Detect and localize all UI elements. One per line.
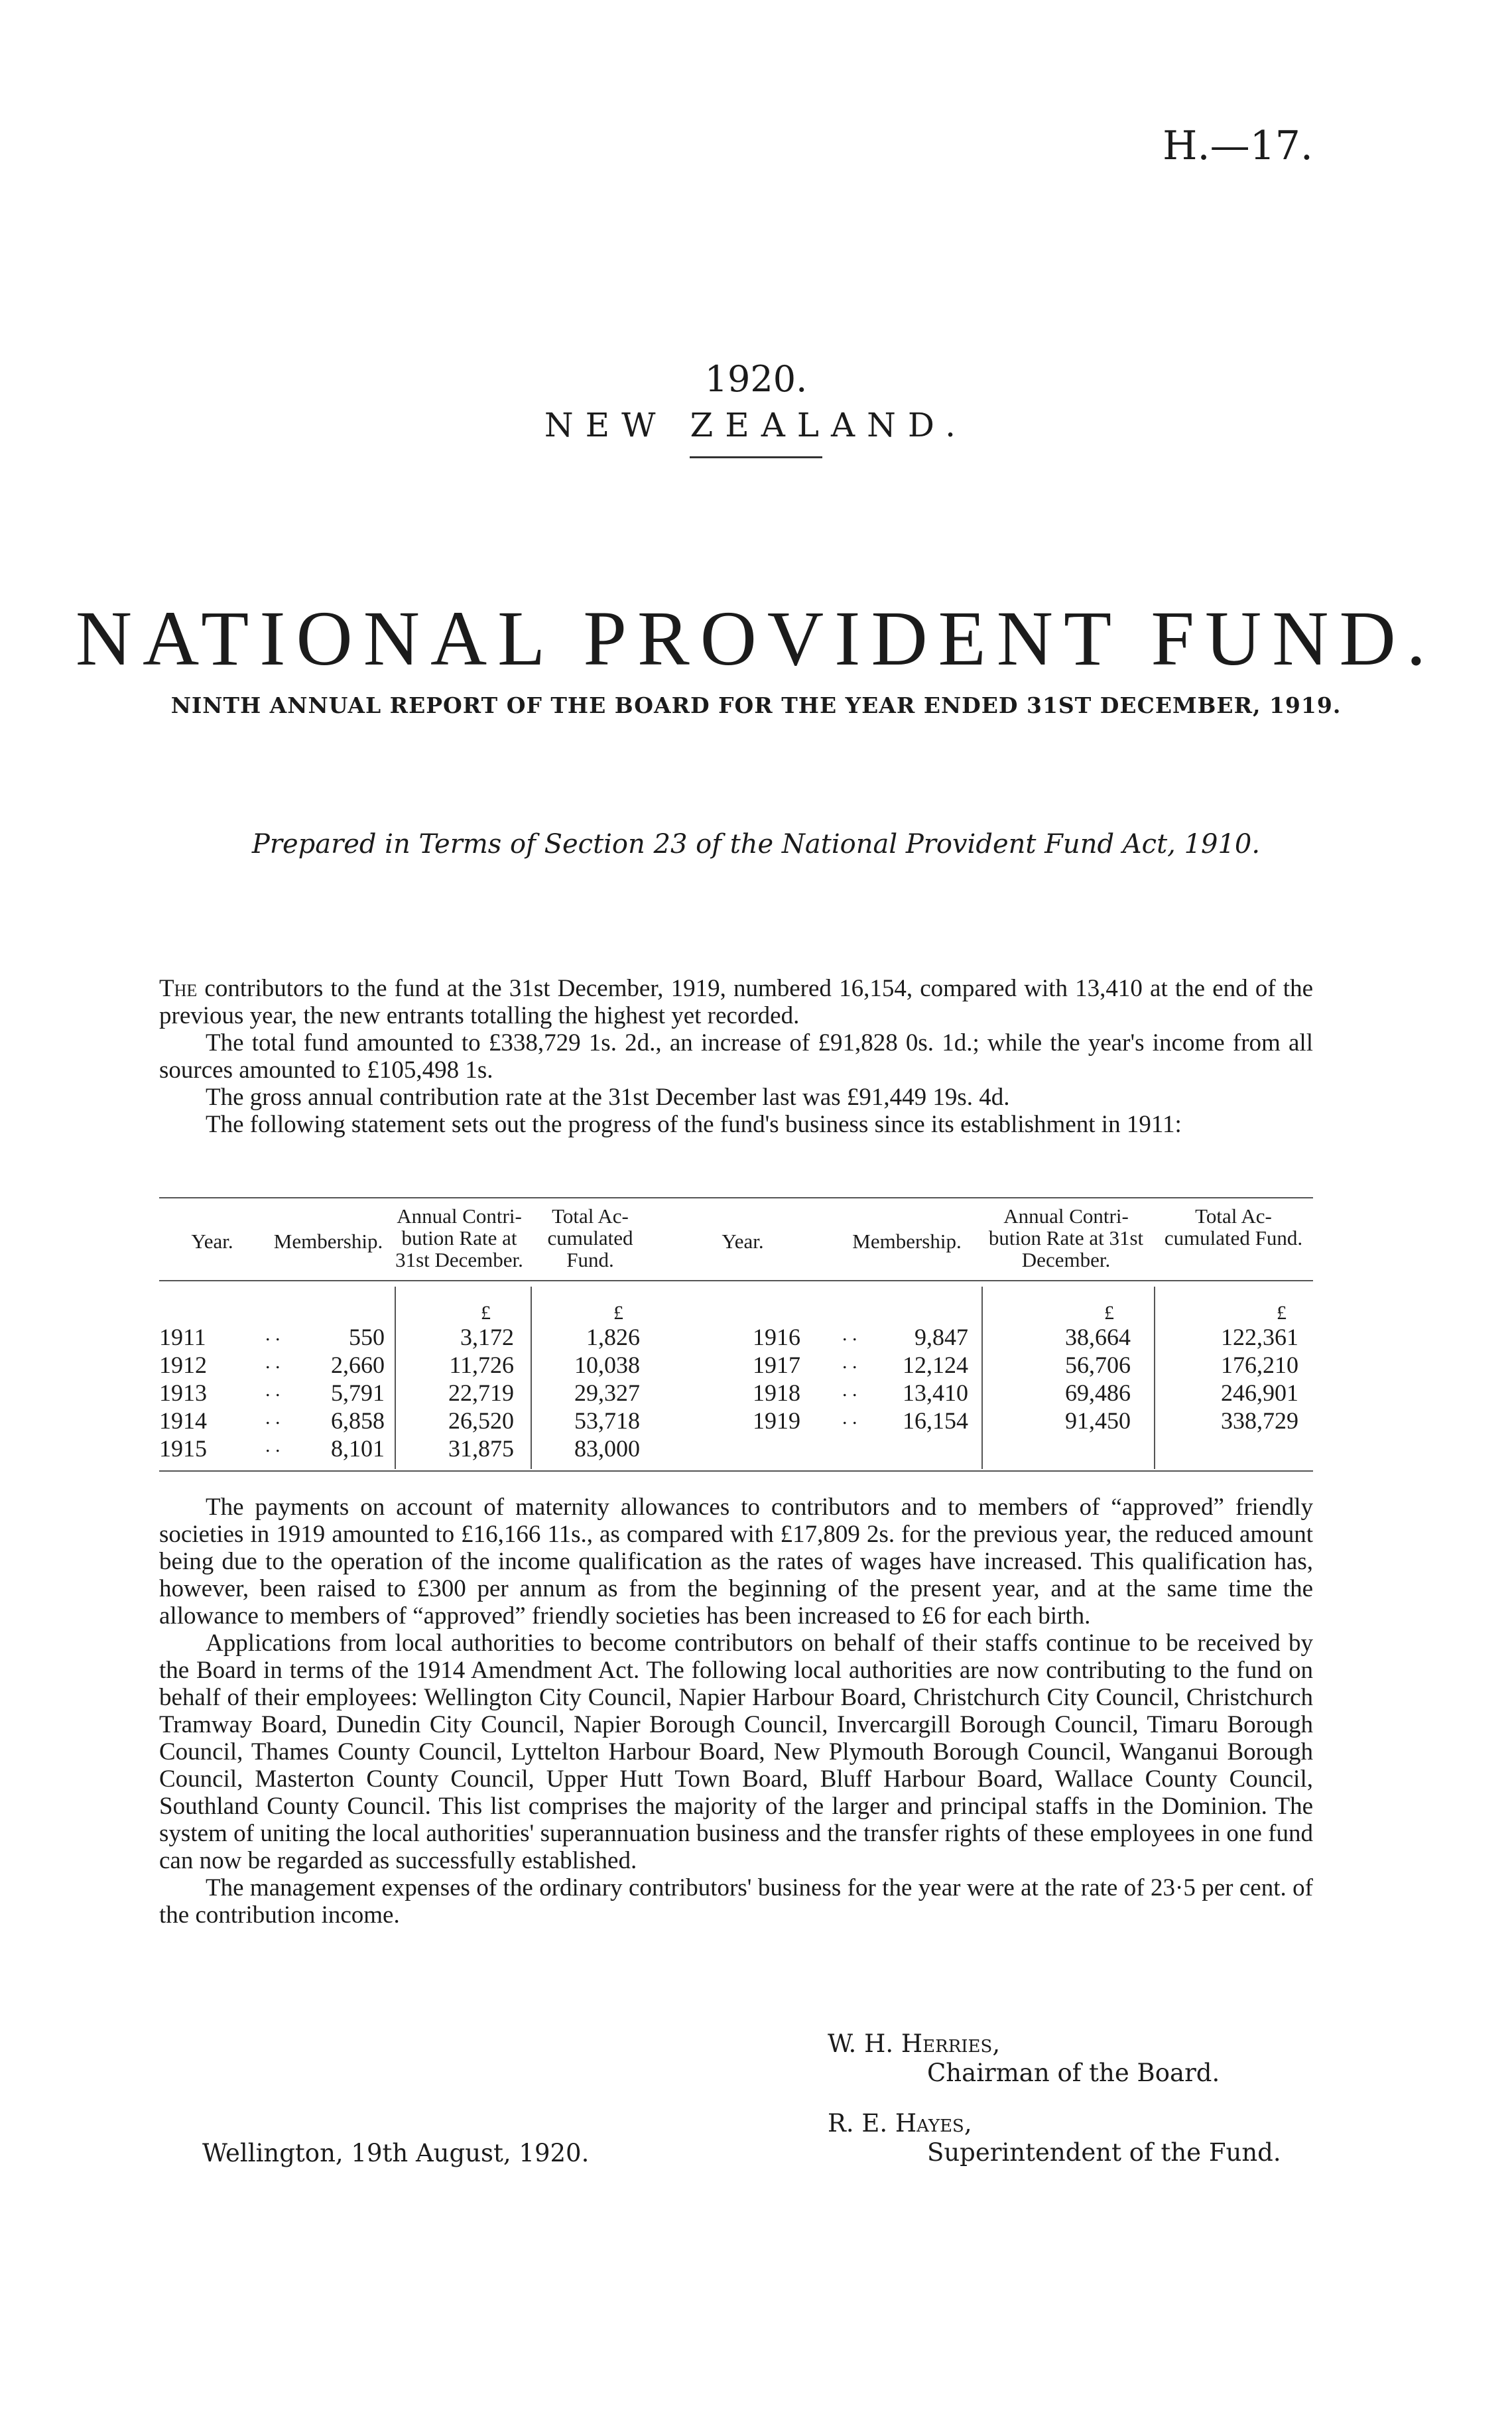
leader-dots: . . <box>842 1323 857 1345</box>
leader-dots: . . <box>265 1351 281 1373</box>
row-membership: 16,154 <box>903 1407 968 1434</box>
prepared-statement: Prepared in Terms of Section 23 of the National Provident Fund Act, 1910. <box>251 829 1261 860</box>
header-rate-right: Annual Contri- bution Rate at 31st December. <box>988 1204 1144 1271</box>
paragraph-maternity: The payments on account of maternity allowances to contributors and to members of “approved” friendly societies in 1919 amounted to £16,166 11s., as compared with £17,809 2s. for the previous year, the reduced amount being due to the operation of the income qualification as the rates of wages have increased. This qualification has, however, been raised to £300 per annum as from the beginning of the present year, and at the same time the allowance to members of “approved” friendly societies has been increased to £6 for each birth. <box>159 1494 1313 1630</box>
paragraph-total-fund: The total fund amounted to £338,729 1s. 2d., an increase of £91,828 0s. 1d.; while the year's income from all sources amounted to £105,498 1s. <box>159 1029 1313 1084</box>
page-reference: H.—17. <box>1163 123 1313 169</box>
row-rate: 56,706 <box>1065 1352 1131 1378</box>
pound-sign: £ <box>613 1302 623 1324</box>
header-fund-left: Total Ac- cumulated Fund. <box>547 1204 633 1271</box>
row-fund: 246,901 <box>1221 1379 1298 1406</box>
row-fund: 1,826 <box>586 1324 640 1350</box>
table-top-rule <box>159 1197 1313 1198</box>
row-year: 1914 <box>159 1407 207 1434</box>
leader-dots: . . <box>842 1351 857 1373</box>
row-membership: 9,847 <box>914 1324 968 1350</box>
table-bottom-rule <box>159 1470 1313 1472</box>
lead-word: The <box>159 975 198 1002</box>
row-year: 1911 <box>159 1324 206 1350</box>
row-fund: 122,361 <box>1221 1324 1298 1350</box>
row-rate: 3,172 <box>460 1324 514 1350</box>
row-fund: 338,729 <box>1221 1407 1298 1434</box>
closing-paragraphs <box>159 1494 1313 1929</box>
signatory-title: Chairman of the Board. <box>927 2059 1220 2087</box>
document-subtitle: NINTH ANNUAL REPORT OF THE BOARD FOR THE YEAR ENDED 31ST DECEMBER, 1919. <box>170 692 1342 718</box>
signatory-name: W. H. Herries, <box>828 2029 1001 2058</box>
pound-sign: £ <box>1277 1302 1287 1324</box>
row-rate: 31,875 <box>448 1435 514 1462</box>
header-year-right: Year. <box>722 1230 764 1253</box>
row-rate: 26,520 <box>448 1407 514 1434</box>
place-and-date: Wellington, 19th August, 1920. <box>202 2139 590 2167</box>
row-rate: 91,450 <box>1065 1407 1131 1434</box>
paragraph-expenses: The management expenses of the ordinary contributors' business for the year were at the rate of 23·5 per cent. of the contribution income. <box>159 1874 1313 1929</box>
intro-paragraphs <box>159 975 1313 1138</box>
row-fund: 83,000 <box>574 1435 640 1462</box>
row-year: 1913 <box>159 1379 207 1406</box>
row-year: 1919 <box>753 1407 800 1434</box>
heading-rule <box>690 456 822 458</box>
row-membership: 6,858 <box>331 1407 385 1434</box>
signatory-name: R. E. Hayes, <box>828 2109 972 2138</box>
leader-dots: . . <box>842 1407 857 1429</box>
row-year: 1916 <box>753 1324 800 1350</box>
row-fund: 176,210 <box>1221 1352 1298 1378</box>
row-membership: 550 <box>349 1324 385 1350</box>
paragraph-contributors <box>159 975 1313 1029</box>
header-membership-left: Membership. <box>273 1230 383 1253</box>
header-membership-right: Membership. <box>852 1230 962 1253</box>
row-rate: 22,719 <box>448 1379 514 1406</box>
row-rate: 38,664 <box>1065 1324 1131 1350</box>
paragraph-1-text: contributors to the fund at the 31st December, 1919, numbered 16,154, compared with 13,410 at the end of the previous year, the new entrants totalling the highest yet recorded. <box>159 975 1313 1029</box>
row-membership: 5,791 <box>331 1379 385 1406</box>
leader-dots: . . <box>842 1379 857 1401</box>
document-title: NATIONAL PROVIDENT FUND. <box>75 595 1437 682</box>
signatory-title: Superintendent of the Fund. <box>927 2138 1281 2167</box>
row-rate: 11,726 <box>449 1352 514 1378</box>
signature-superintendent <box>828 2109 1281 2167</box>
row-membership: 12,124 <box>903 1352 968 1378</box>
country-heading: NEW ZEALAND. <box>544 406 968 444</box>
leader-dots: . . <box>265 1407 281 1429</box>
pound-sign: £ <box>481 1302 491 1324</box>
pound-sign: £ <box>1104 1302 1114 1324</box>
table-header-rule <box>159 1280 1313 1281</box>
paragraph-statement-intro: The following statement sets out the progress of the fund's business since its establishment in 1911: <box>206 1111 1182 1138</box>
progress-table <box>159 1197 1313 1476</box>
row-year: 1917 <box>753 1352 800 1378</box>
leader-dots: . . <box>265 1435 281 1456</box>
row-rate: 69,486 <box>1065 1379 1131 1406</box>
row-membership: 2,660 <box>331 1352 385 1378</box>
row-membership: 8,101 <box>331 1435 385 1462</box>
document-year: 1920. <box>704 358 808 400</box>
row-fund: 29,327 <box>574 1379 640 1406</box>
row-membership: 13,410 <box>903 1379 968 1406</box>
row-year: 1912 <box>159 1352 207 1378</box>
paragraph-contribution-rate: The gross annual contribution rate at the 31st December last was £91,449 19s. 4d. <box>206 1084 1010 1111</box>
header-year-left: Year. <box>191 1230 233 1253</box>
paragraph-local-authorities: Applications from local authorities to become contributors on behalf of their staffs continue to be received by the Board in terms of the 1914 Amendment Act. The following local authorities are now contributing to the fund on behalf of their employees: Wellington City Council, Napier Harbour Board, Christchurch City Council, Christchurch Tramway Board, Dunedin City Council, Napier Borough Council, Invercargill Borough Council, Timaru Borough Council, Thames County Council, Lyttelton Harbour Board, New Plymouth Borough Council, Wanganui Borough Council, Masterton County Council, Upper Hutt Town Board, Bluff Harbour Board, Wallace County Council, Southland County Council. This list comprises the majority of the larger and principal staffs in the Dominion. The system of uniting the local authorities' superannuation business and the transfer rights of these employees in one fund can now be regarded as successfully established. <box>159 1630 1313 1874</box>
row-fund: 10,038 <box>574 1352 640 1378</box>
row-year: 1918 <box>753 1379 800 1406</box>
header-fund-right: Total Ac- cumulated Fund. <box>1164 1204 1303 1250</box>
row-fund: 53,718 <box>574 1407 640 1434</box>
signature-chairman <box>828 2029 1220 2088</box>
leader-dots: . . <box>265 1379 281 1401</box>
leader-dots: . . <box>265 1323 281 1345</box>
row-year: 1915 <box>159 1435 207 1462</box>
header-rate-left: Annual Contri- bution Rate at 31st December. <box>395 1204 523 1271</box>
